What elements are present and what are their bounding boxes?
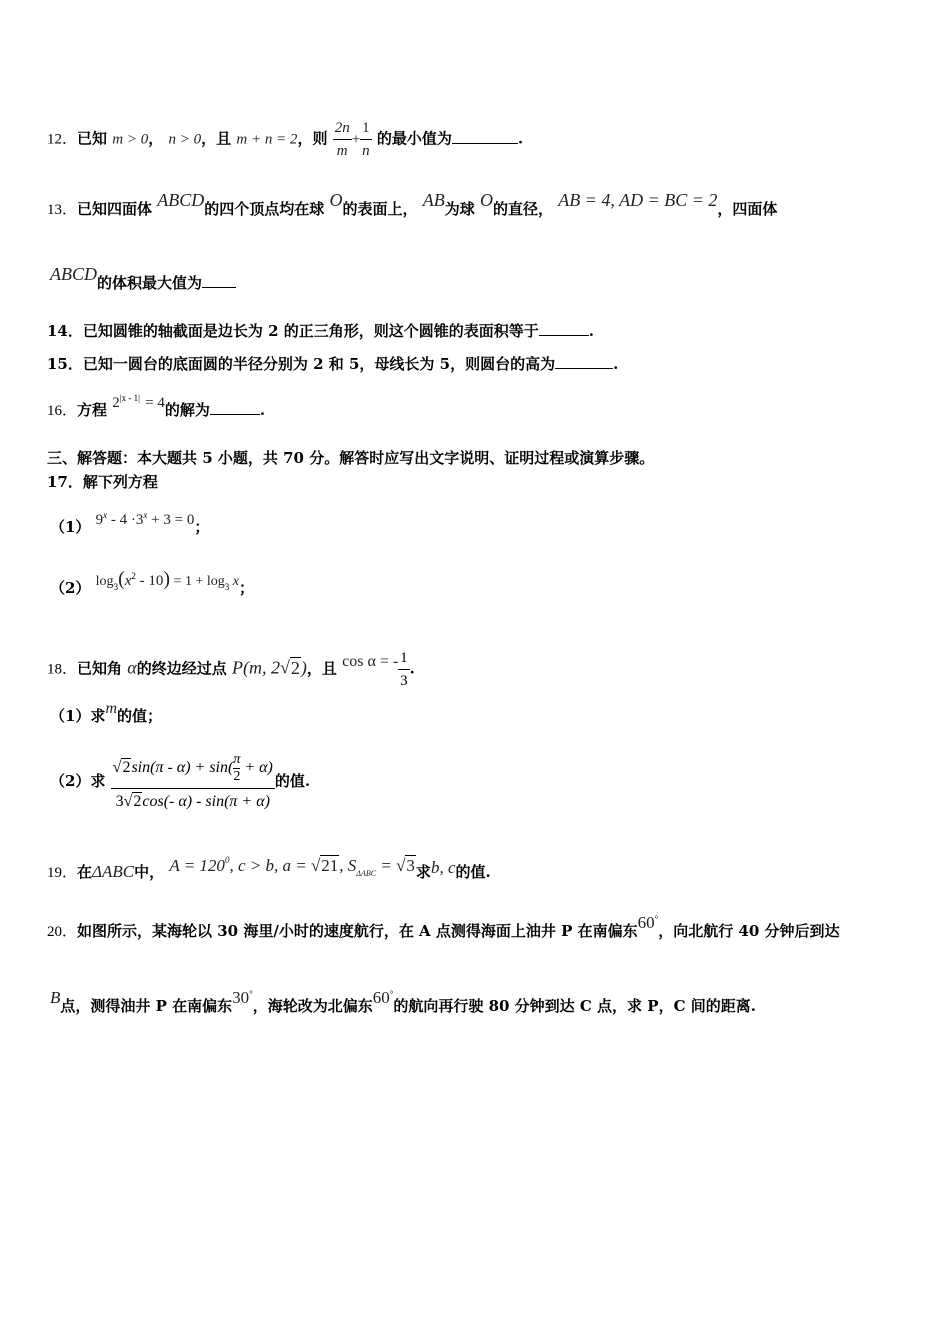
log: log [95, 574, 114, 589]
q15-end: . [613, 355, 619, 373]
q12-fraction-1-n [360, 118, 372, 161]
q13-math: O [480, 190, 494, 210]
q20-text: 点，测得油井 P 在南偏东 [60, 997, 233, 1015]
part-label: （1） [50, 518, 91, 536]
question-number: 12． [47, 131, 78, 148]
question-13 [47, 190, 778, 220]
question-20-cont [50, 988, 756, 1018]
paren: ) [163, 568, 171, 590]
q14-text: 14．已知圆锥的轴截面是边长为 2 的正三角形，则这个圆锥的表面积等于 [47, 322, 539, 340]
q12-sep: ， [148, 129, 164, 148]
q19-text: 在 [77, 863, 93, 881]
q18-point: ) [300, 657, 307, 678]
question-16 [47, 393, 266, 422]
question-17-part1 [50, 510, 210, 539]
part-end: ； [238, 579, 254, 597]
q19-text: 中， [134, 863, 165, 881]
answer-blank[interactable] [452, 129, 518, 144]
cond: , S [339, 856, 357, 875]
q13-text: 的直径， [493, 200, 554, 218]
q18-end: . [409, 659, 415, 678]
numerator: 1 [398, 648, 410, 670]
sqrt-arg: 21 [321, 856, 339, 875]
sqrt-arg: 3 [406, 856, 415, 875]
q19-conditions: $A = 120^0$, c > b, a = √21, $S_{\Delta ABC} = √3$ [169, 855, 415, 878]
question-17-part2 [50, 568, 254, 600]
denominator: m [336, 143, 348, 159]
q20-text: 的航向再行驶 80 分钟到达 C 点，求 P，C 间的距离. [393, 997, 756, 1015]
q17-title: 17．解下列方程 [47, 473, 158, 491]
q20-text: ，海轮改为北偏东 [252, 997, 373, 1015]
section-heading [47, 448, 654, 468]
point-b: B [50, 988, 61, 1007]
var: x [229, 574, 239, 589]
triangle: ΔABC [92, 862, 135, 881]
question-18-part2 [50, 752, 310, 812]
question-18-part1 [50, 700, 163, 727]
question-20 [47, 913, 840, 943]
q16-exponent: |x - 1| [119, 393, 140, 403]
plus-sign: + [351, 131, 361, 148]
q13-text: 的四个顶点均在球 [204, 200, 325, 218]
q12-end: . [517, 129, 524, 148]
q13-text: 为球 [444, 200, 475, 218]
degree: 0 [224, 855, 230, 865]
var-m: m [105, 700, 117, 717]
q12-text: ，且 [201, 129, 232, 148]
question-14 [47, 321, 594, 341]
q14-end: . [588, 322, 594, 340]
num-part: sin(π - α) + sin( [131, 759, 234, 777]
q18-text: ，且 [306, 659, 337, 678]
q18-fraction [398, 648, 410, 691]
q12-text: 已知 [77, 129, 108, 148]
q16-text: 的解为 [164, 401, 210, 419]
q18-big-fraction [111, 752, 275, 812]
q18-cos: cos α = - [342, 652, 399, 670]
degree: ° [389, 989, 394, 999]
question-12 [47, 118, 523, 161]
q12-fraction-2n-m [333, 118, 352, 161]
q16-base: 2 [112, 395, 120, 411]
question-number: 13． [47, 202, 78, 218]
q18-text: 的终边经过点 [136, 659, 227, 678]
q19-text: 求 [415, 863, 431, 881]
part-label: （2）求 [50, 772, 106, 790]
question-number: 19． [47, 865, 78, 881]
q13-math: ABCD [157, 190, 205, 210]
num-part: + α) [240, 759, 273, 777]
sqrt-arg: 2 [133, 793, 142, 810]
angle: 60 [637, 913, 655, 932]
sqrt-arg: 2 [122, 759, 131, 777]
q18-point: P(m, 2 [231, 657, 280, 678]
q13-text: 的表面上， [342, 200, 418, 218]
cond: A = 120 [169, 856, 225, 875]
denominator: n [362, 143, 370, 159]
subscript: ΔABC [356, 869, 377, 878]
question-number: 18． [47, 661, 78, 678]
part-end: ； [194, 518, 210, 536]
q13-text: 已知四面体 [77, 200, 153, 218]
math: - 4 ·3 [107, 512, 144, 528]
vars: b, c [430, 858, 456, 877]
question-number: 16． [47, 403, 78, 419]
log-base: 3 [224, 582, 230, 592]
q13-math: AB [422, 190, 445, 210]
math: + 3 = 0 [147, 512, 195, 528]
math: 9 [95, 512, 104, 528]
q13-text: ，四面体 [717, 200, 778, 218]
q12-text: ，则 [297, 129, 328, 148]
section-title: 三、解答题：本大题共 5 小题，共 70 分。解答时应写出文字说明、证明过程或演算步骤。 [47, 449, 655, 467]
q20-text: ，向北航行 40 分钟后到达 [658, 922, 840, 940]
part-text: 的值； [117, 707, 163, 725]
var: x [124, 573, 132, 589]
denominator: 3√2cos(- α) - sin(π + α) [115, 793, 270, 810]
q12-math-n: n > 0 [168, 131, 202, 148]
q13-text: 的体积最大值为 [97, 274, 203, 292]
q12-math-m: m > 0 [112, 131, 149, 148]
question-15 [47, 354, 618, 374]
part-label: （2） [50, 579, 91, 597]
log-base: 3 [113, 582, 119, 592]
part-text: 的值. [274, 772, 311, 790]
q15-text: 15．已知一圆台的底面圆的半径分别为 2 和 5，母线长为 5，则圆台的高为 [47, 355, 556, 373]
den-part: cos(- α) - sin(π + α) [142, 793, 270, 810]
q16-text: 方程 [77, 401, 108, 419]
answer-blank[interactable] [539, 321, 589, 336]
answer-blank[interactable] [202, 273, 236, 288]
paren: ( [118, 568, 125, 590]
q16-rhs: = 4 [145, 395, 165, 411]
two: 2 [233, 769, 241, 784]
q12-math-sum: m + n = 2 [236, 131, 298, 148]
degree: ° [654, 914, 659, 924]
math: = 1 + log [170, 574, 225, 589]
q16-end: . [259, 401, 266, 419]
q20-text: 如图所示，某海轮以 30 海里/小时的速度航行，在 A 点测得海面上油井 P 在南偏东 [77, 922, 638, 940]
denominator: 3 [400, 673, 408, 689]
q18-text: 已知角 [77, 659, 123, 678]
answer-blank[interactable] [555, 354, 613, 369]
q18-alpha: α [127, 657, 137, 678]
coef: 3 [115, 793, 124, 810]
exponent: x [103, 510, 108, 520]
cond: = [376, 856, 397, 875]
cond: , c > b, a = [229, 856, 311, 875]
degree: ° [249, 989, 253, 999]
exponent: 2 [131, 571, 136, 581]
q12-text: 的最小值为 [376, 129, 452, 148]
answer-blank[interactable] [210, 400, 260, 415]
q13-math: O [329, 190, 343, 210]
angle: 60 [372, 988, 390, 1007]
q19-text: 的值. [455, 863, 491, 881]
q13-math: ABCD [50, 264, 97, 284]
q13-math: AB = 4, AD = BC = 2 [558, 190, 718, 210]
numerator: 1 [360, 118, 372, 140]
math: - 10 [135, 573, 164, 589]
sqrt-arg: 2 [290, 657, 300, 678]
question-number: 20． [47, 924, 78, 940]
part-label: （1）求 [50, 707, 106, 725]
exponent: x [143, 510, 148, 520]
angle: 30 [232, 988, 250, 1007]
question-13-cont [50, 264, 236, 293]
numerator: 2n [333, 118, 352, 140]
question-17 [47, 472, 158, 492]
pi: π [233, 752, 241, 767]
numerator: √2sin(π - α) + sin( $\frac{\pi}{2}$ + α) [111, 752, 275, 789]
question-18: 18．已知角 α的终边经过点 P(m, 2√2)，且 cos α = - $\frac{1}{3}$ . [47, 650, 415, 689]
question-19 [47, 855, 491, 885]
